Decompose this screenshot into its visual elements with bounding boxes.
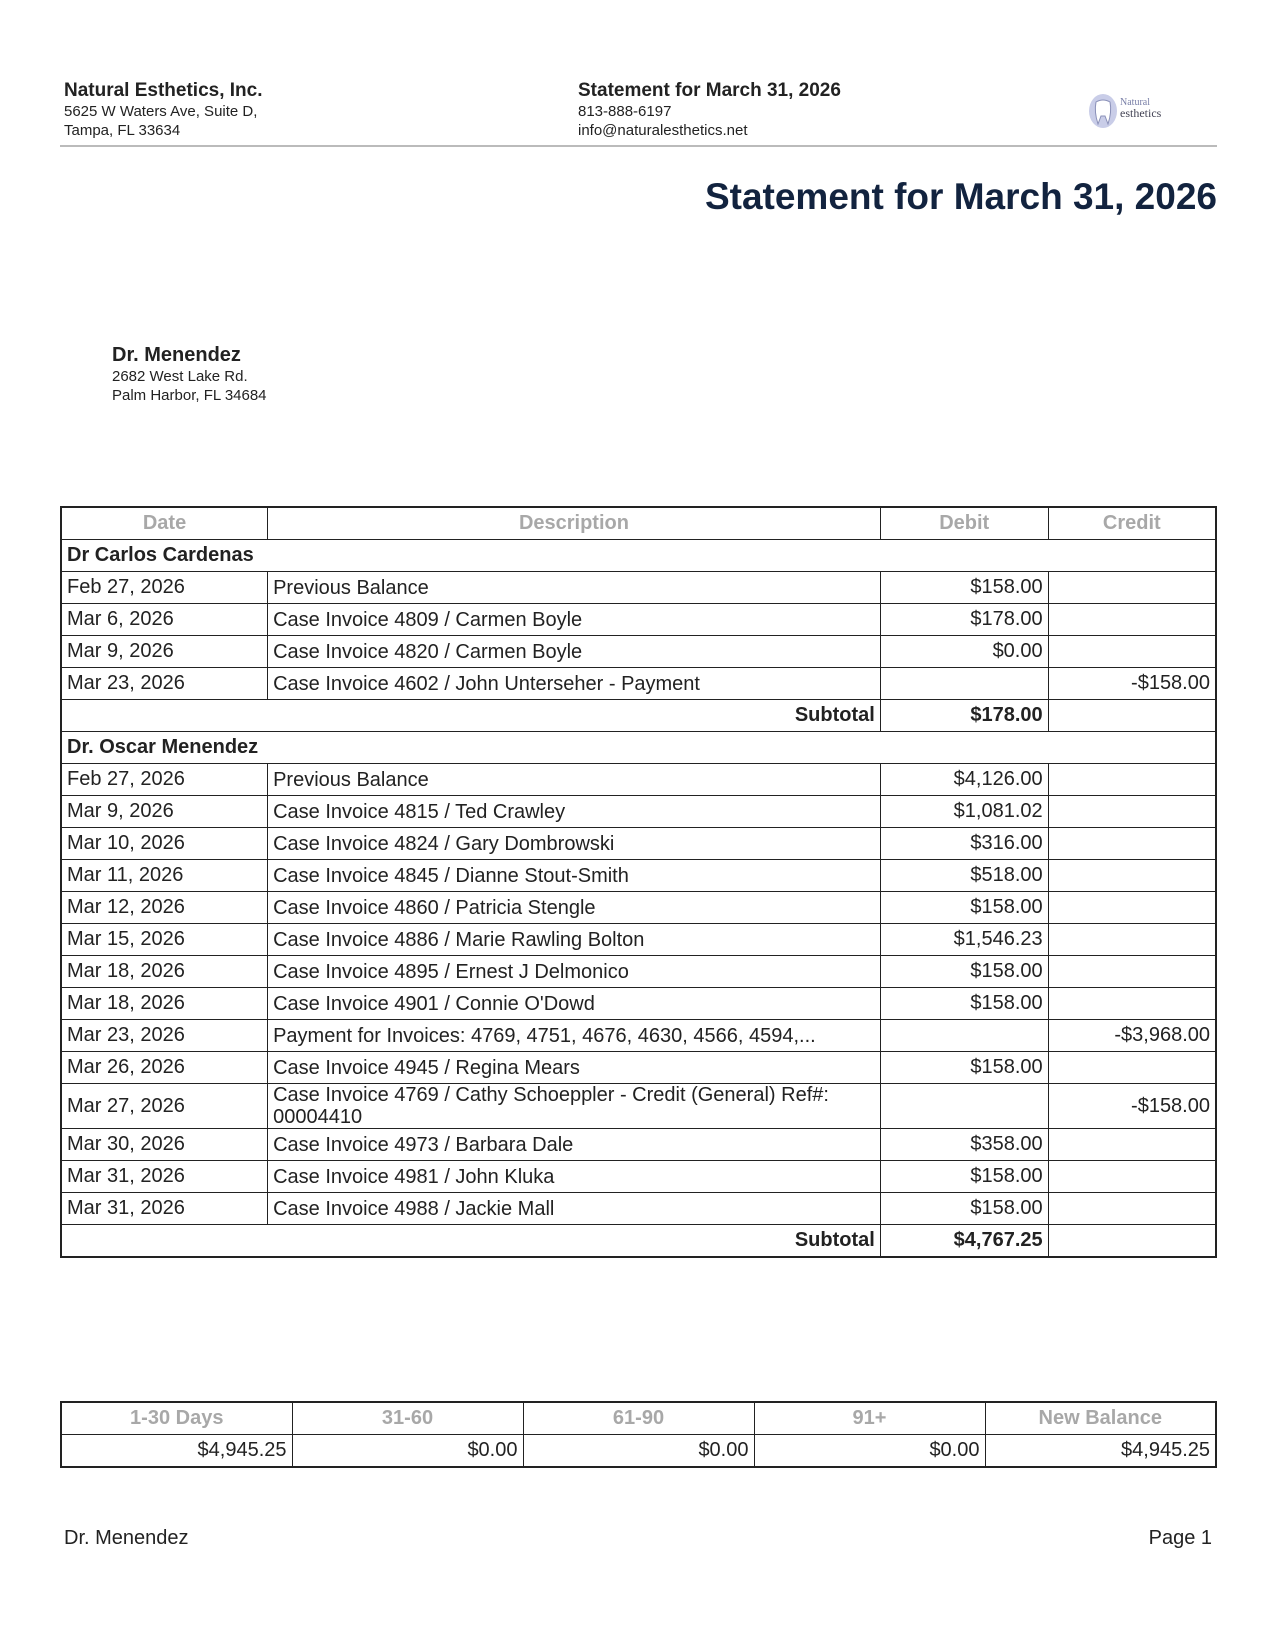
row-debit: $158.00 <box>880 1161 1048 1193</box>
row-credit <box>1048 892 1216 924</box>
company-address-1: 5625 W Waters Ave, Suite D, <box>64 103 258 120</box>
row-debit <box>880 668 1048 700</box>
row-debit: $4,126.00 <box>880 764 1048 796</box>
recipient-address-2: Palm Harbor, FL 34684 <box>112 387 267 404</box>
row-date: Feb 27, 2026 <box>61 572 268 604</box>
row-date: Mar 30, 2026 <box>61 1129 268 1161</box>
col-description: Description <box>268 507 881 540</box>
table-row <box>61 636 1216 668</box>
row-description: Case Invoice 4981 / John Kluka <box>268 1161 881 1193</box>
row-credit <box>1048 860 1216 892</box>
row-description: Case Invoice 4973 / Barbara Dale <box>268 1129 881 1161</box>
row-description: Case Invoice 4901 / Connie O'Dowd <box>268 988 881 1020</box>
col-credit: Credit <box>1048 507 1216 540</box>
group-name: Dr. Oscar Menendez <box>61 732 1216 764</box>
subtotal-value: $4,767.25 <box>880 1225 1048 1258</box>
row-credit <box>1048 956 1216 988</box>
row-debit: $178.00 <box>880 604 1048 636</box>
table-row <box>61 892 1216 924</box>
recipient-address-1: 2682 West Lake Rd. <box>112 368 248 385</box>
row-description: Previous Balance <box>268 572 881 604</box>
row-credit <box>1048 636 1216 668</box>
table-row <box>61 956 1216 988</box>
row-debit: $1,546.23 <box>880 924 1048 956</box>
company-address-2: Tampa, FL 33634 <box>64 122 181 139</box>
row-date: Mar 26, 2026 <box>61 1052 268 1084</box>
row-credit <box>1048 828 1216 860</box>
row-description: Case Invoice 4845 / Dianne Stout-Smith <box>268 860 881 892</box>
row-credit <box>1048 988 1216 1020</box>
row-credit <box>1048 1052 1216 1084</box>
recipient-name: Dr. Menendez <box>112 344 241 366</box>
table-row <box>61 924 1216 956</box>
subtotal-label: Subtotal <box>61 1225 880 1258</box>
col-date: Date <box>61 507 268 540</box>
group-header-row <box>61 540 1216 572</box>
row-debit <box>880 1084 1048 1129</box>
statement-table <box>60 506 1217 1258</box>
row-description: Case Invoice 4809 / Carmen Boyle <box>268 604 881 636</box>
row-description: Previous Balance <box>268 764 881 796</box>
row-description: Case Invoice 4815 / Ted Crawley <box>268 796 881 828</box>
logo-line-2: esthetics <box>1120 106 1162 120</box>
table-row <box>61 860 1216 892</box>
row-date: Mar 11, 2026 <box>61 860 268 892</box>
table-row <box>61 604 1216 636</box>
aging-header: 1-30 Days <box>61 1402 292 1435</box>
table-row <box>61 764 1216 796</box>
subtotal-credit-empty <box>1048 1225 1216 1258</box>
subtotal-row <box>61 1225 1216 1258</box>
tooth-icon <box>1088 92 1118 130</box>
row-debit: $158.00 <box>880 572 1048 604</box>
row-date: Mar 18, 2026 <box>61 988 268 1020</box>
row-description: Case Invoice 4769 / Cathy Schoeppler - Credit (General) Ref#: 00004410 <box>268 1084 881 1129</box>
header-block <box>578 80 841 140</box>
row-credit <box>1048 764 1216 796</box>
row-date: Mar 31, 2026 <box>61 1161 268 1193</box>
table-row <box>61 796 1216 828</box>
row-date: Mar 27, 2026 <box>61 1084 268 1129</box>
col-debit: Debit <box>880 507 1048 540</box>
aging-header: New Balance <box>985 1402 1216 1435</box>
table-row <box>61 668 1216 700</box>
row-description: Case Invoice 4988 / Jackie Mall <box>268 1193 881 1225</box>
row-debit: $158.00 <box>880 988 1048 1020</box>
row-credit <box>1048 604 1216 636</box>
row-credit <box>1048 572 1216 604</box>
row-description: Payment for Invoices: 4769, 4751, 4676, 4630, 4566, 4594,... <box>268 1020 881 1052</box>
header-email: info@naturalesthetics.net <box>578 122 748 139</box>
row-date: Mar 23, 2026 <box>61 1020 268 1052</box>
row-debit: $518.00 <box>880 860 1048 892</box>
aging-value: $4,945.25 <box>985 1435 1216 1468</box>
footer-recipient: Dr. Menendez <box>64 1527 189 1549</box>
header-divider <box>60 145 1217 147</box>
subtotal-row <box>61 700 1216 732</box>
table-row <box>61 1161 1216 1193</box>
row-debit: $0.00 <box>880 636 1048 668</box>
aging-value: $4,945.25 <box>61 1435 292 1468</box>
row-date: Mar 6, 2026 <box>61 604 268 636</box>
company-name: Natural Esthetics, Inc. <box>64 80 263 101</box>
aging-header: 31-60 <box>292 1402 523 1435</box>
table-row <box>61 1193 1216 1225</box>
row-credit <box>1048 1161 1216 1193</box>
aging-value: $0.00 <box>754 1435 985 1468</box>
row-description: Case Invoice 4945 / Regina Mears <box>268 1052 881 1084</box>
row-description: Case Invoice 4895 / Ernest J Delmonico <box>268 956 881 988</box>
row-date: Mar 10, 2026 <box>61 828 268 860</box>
row-description: Case Invoice 4824 / Gary Dombrowski <box>268 828 881 860</box>
subtotal-value: $178.00 <box>880 700 1048 732</box>
row-date: Feb 27, 2026 <box>61 764 268 796</box>
row-description: Case Invoice 4860 / Patricia Stengle <box>268 892 881 924</box>
row-credit <box>1048 1129 1216 1161</box>
aging-value: $0.00 <box>292 1435 523 1468</box>
table-row <box>61 1129 1216 1161</box>
row-credit <box>1048 796 1216 828</box>
group-header-row <box>61 732 1216 764</box>
row-debit: $158.00 <box>880 956 1048 988</box>
row-debit: $316.00 <box>880 828 1048 860</box>
row-date: Mar 9, 2026 <box>61 636 268 668</box>
row-credit: -$158.00 <box>1048 1084 1216 1129</box>
aging-value: $0.00 <box>523 1435 754 1468</box>
table-row <box>61 572 1216 604</box>
table-row <box>61 988 1216 1020</box>
row-debit: $158.00 <box>880 892 1048 924</box>
logo-line-1: Natural <box>1120 97 1150 108</box>
row-debit: $1,081.02 <box>880 796 1048 828</box>
row-description: Case Invoice 4602 / John Unterseher - Payment <box>268 668 881 700</box>
row-debit: $158.00 <box>880 1193 1048 1225</box>
footer-page-number: Page 1 <box>1148 1527 1212 1549</box>
row-description: Case Invoice 4820 / Carmen Boyle <box>268 636 881 668</box>
table-row <box>61 1020 1216 1052</box>
header-phone: 813-888-6197 <box>578 103 672 120</box>
group-name: Dr Carlos Cardenas <box>61 540 1216 572</box>
table-row <box>61 1052 1216 1084</box>
row-date: Mar 12, 2026 <box>61 892 268 924</box>
table-row <box>61 828 1216 860</box>
row-date: Mar 18, 2026 <box>61 956 268 988</box>
recipient-block <box>112 344 267 405</box>
aging-header: 91+ <box>754 1402 985 1435</box>
company-block <box>64 80 263 140</box>
header-title: Statement for March 31, 2026 <box>578 80 841 101</box>
row-date: Mar 9, 2026 <box>61 796 268 828</box>
subtotal-label: Subtotal <box>61 700 880 732</box>
row-debit <box>880 1020 1048 1052</box>
page-title: Statement for March 31, 2026 <box>704 176 1217 217</box>
row-credit <box>1048 1193 1216 1225</box>
row-date: Mar 31, 2026 <box>61 1193 268 1225</box>
row-credit: -$3,968.00 <box>1048 1020 1216 1052</box>
row-description: Case Invoice 4886 / Marie Rawling Bolton <box>268 924 881 956</box>
row-date: Mar 15, 2026 <box>61 924 268 956</box>
row-credit <box>1048 924 1216 956</box>
aging-header: 61-90 <box>523 1402 754 1435</box>
row-date: Mar 23, 2026 <box>61 668 268 700</box>
row-debit: $158.00 <box>880 1052 1048 1084</box>
aging-table <box>60 1401 1217 1468</box>
table-row <box>61 1084 1216 1129</box>
row-debit: $358.00 <box>880 1129 1048 1161</box>
subtotal-credit-empty <box>1048 700 1216 732</box>
company-logo <box>1088 92 1178 132</box>
row-credit: -$158.00 <box>1048 668 1216 700</box>
